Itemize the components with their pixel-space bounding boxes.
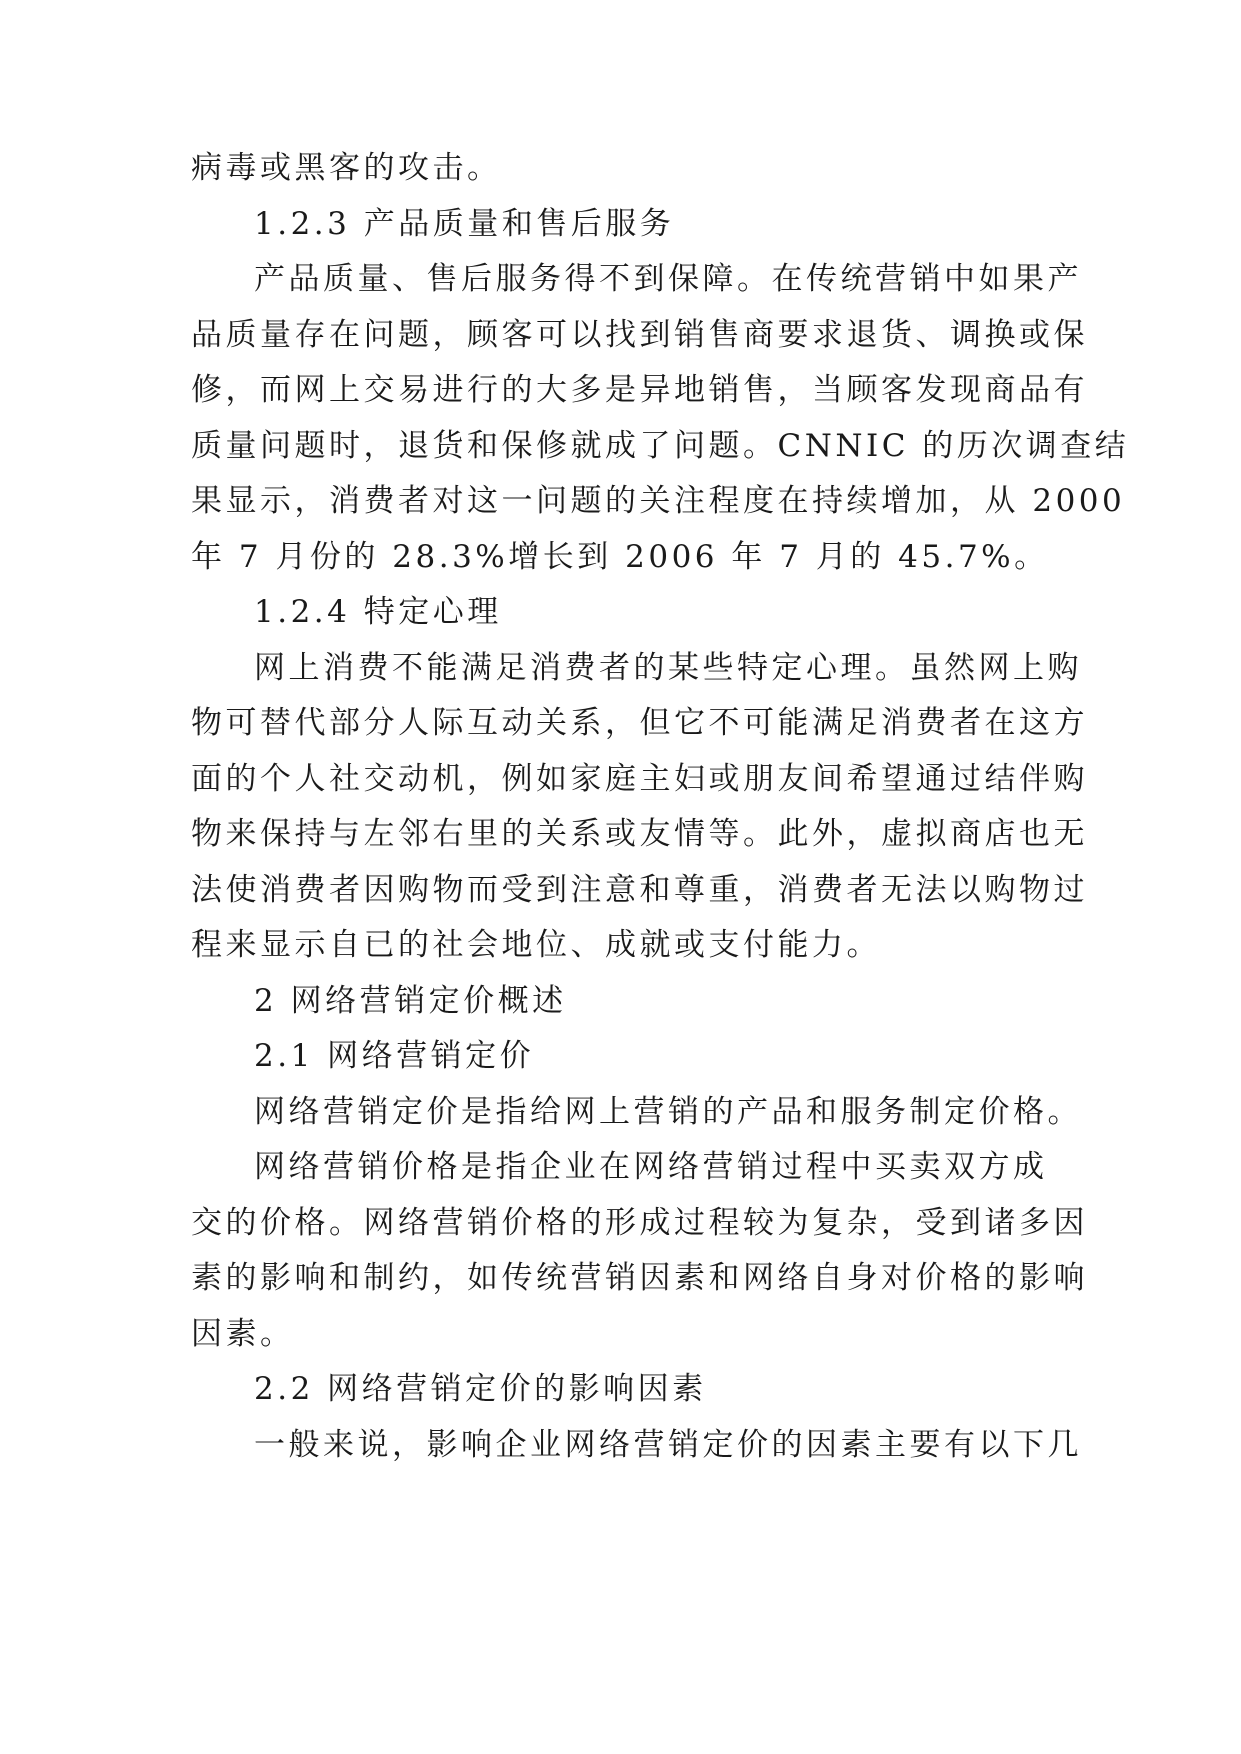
paragraph-line: 物可替代部分人际互动关系，但它不可能满足消费者在这方	[191, 705, 1088, 741]
paragraph-line: 质量问题时，退货和保修就成了问题。CNNIC 的历次调查结	[191, 428, 1130, 464]
paragraph-line: 网络营销价格是指企业在网络营销过程中买卖双方成	[254, 1149, 1048, 1185]
paragraph-line: 修，而网上交易进行的大多是异地销售，当顾客发现商品有	[191, 372, 1088, 408]
paragraph-line: 网上消费不能满足消费者的某些特定心理。虽然网上购	[254, 650, 1082, 686]
paragraph-line: 物来保持与左邻右里的关系或友情等。此外，虚拟商店也无	[191, 816, 1088, 852]
paragraph-line: 年 7 月份的 28.3%增长到 2006 年 7 月的 45.7%。	[191, 539, 1049, 575]
section-heading: 2.1 网络营销定价	[254, 1038, 535, 1074]
paragraph-line: 网络营销定价是指给网上营销的产品和服务制定价格。	[254, 1094, 1082, 1130]
paragraph-line: 交的价格。网络营销价格的形成过程较为复杂，受到诸多因	[191, 1205, 1088, 1241]
paragraph-line: 因素。	[191, 1316, 295, 1352]
paragraph-line: 产品质量、售后服务得不到保障。在传统营销中如果产	[254, 261, 1082, 297]
paragraph-line: 素的影响和制约，如传统营销因素和网络自身对价格的影响	[191, 1260, 1088, 1296]
paragraph-line: 面的个人社交动机，例如家庭主妇或朋友间希望通过结伴购	[191, 761, 1088, 797]
section-heading: 1.2.4 特定心理	[254, 594, 502, 630]
paragraph-line: 果显示，消费者对这一问题的关注程度在持续增加，从 2000	[191, 483, 1126, 519]
paragraph-line: 一般来说，影响企业网络营销定价的因素主要有以下几	[254, 1427, 1082, 1463]
paragraph-line: 法使消费者因购物而受到注意和尊重，消费者无法以购物过	[191, 872, 1088, 908]
section-heading: 2.2 网络营销定价的影响因素	[254, 1371, 707, 1407]
section-heading: 1.2.3 产品质量和售后服务	[254, 206, 675, 242]
paragraph-line: 品质量存在问题，顾客可以找到销售商要求退货、调换或保	[191, 317, 1088, 353]
paragraph-line: 程来显示自已的社会地位、成就或支付能力。	[191, 927, 881, 963]
section-heading: 2 网络营销定价概述	[254, 983, 567, 1019]
text-line: 病毒或黑客的攻击。	[191, 150, 502, 186]
